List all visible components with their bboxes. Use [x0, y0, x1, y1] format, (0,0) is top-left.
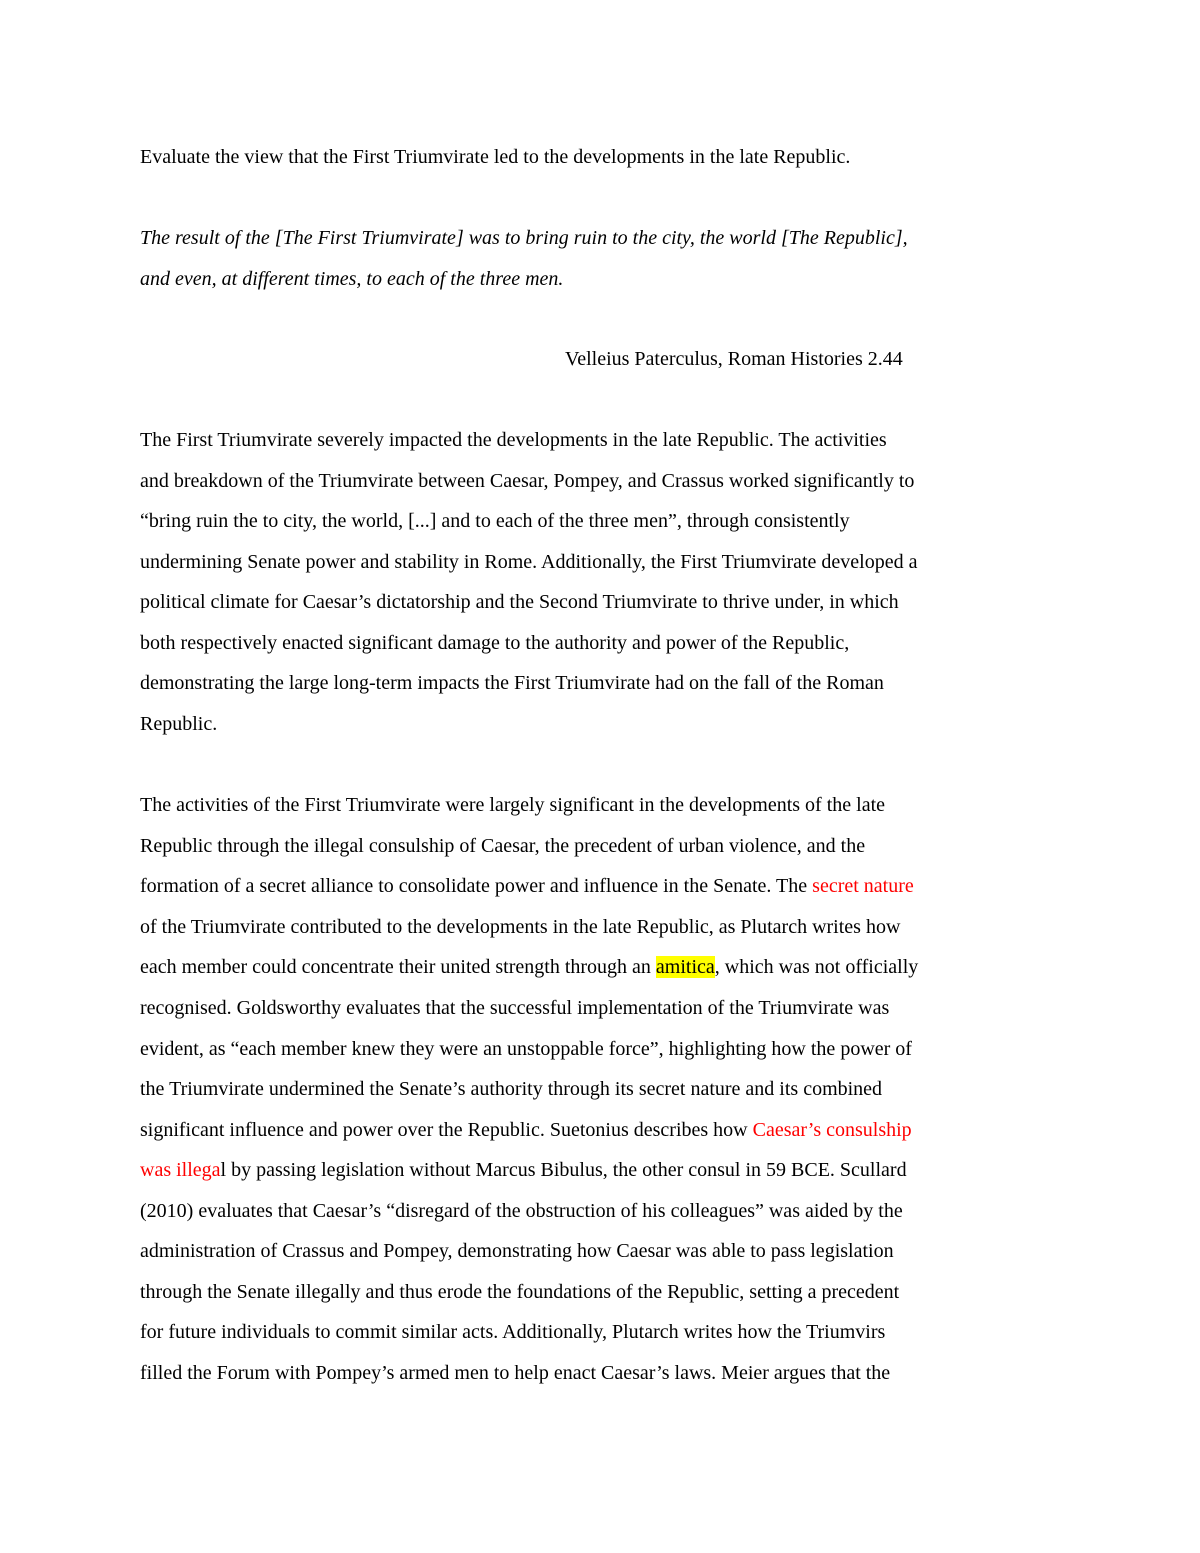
paragraph-line: and breakdown of the Triumvirate between Caesar, Pompey, and Crassus worked significantly to — [140, 470, 915, 492]
paragraph-line: undermining Senate power and stability in Rome. Additionally, the First Triumvirate developed a — [140, 551, 918, 573]
paragraph-line: for future individuals to commit similar acts. Additionally, Plutarch writes how the Triumvirs — [140, 1321, 886, 1343]
paragraph-line: recognised. Goldsworthy evaluates that the successful implementation of the Triumvirate was — [140, 997, 890, 1019]
paragraph-line: The First Triumvirate severely impacted the developments in the late Republic. The activities — [140, 429, 887, 451]
paragraph-line — [140, 955, 918, 979]
quote-line-2: and even, at different times, to each of the three men. — [140, 268, 564, 290]
red-marked-text: Caesar’s consulship — [752, 1119, 912, 1141]
paragraph-line — [140, 874, 914, 898]
paragraph-line: Republic. — [140, 713, 218, 735]
paragraph-line: both respectively enacted significant damage to the authority and power of the Republic, — [140, 632, 850, 654]
quote-attribution: Velleius Paterculus, Roman Histories 2.44 — [565, 348, 903, 370]
red-marked-text: secret nature — [812, 875, 914, 897]
paragraph-line: of the Triumvirate contributed to the developments in the late Republic, as Plutarch writes how — [140, 916, 901, 938]
paragraph-line: The activities of the First Triumvirate were largely significant in the developments of the late — [140, 794, 885, 816]
text-run: significant influence and power over the Republic. Suetonius describes how — [140, 1119, 753, 1141]
text-run: , which was not officially — [714, 956, 919, 978]
paragraph-line: (2010) evaluates that Caesar’s “disregard of the obstruction of his colleagues” was aided by the — [140, 1200, 903, 1222]
paragraph-line — [140, 1118, 912, 1142]
paragraph-line — [140, 1158, 907, 1182]
text-run: formation of a secret alliance to consolidate power and influence in the Senate. The — [140, 875, 813, 897]
paragraph-line: demonstrating the large long-term impacts the First Triumvirate had on the fall of the Roman — [140, 672, 884, 694]
paragraph-line: political climate for Caesar’s dictatorship and the Second Triumvirate to thrive under, in which — [140, 591, 899, 613]
paragraph-line: through the Senate illegally and thus erode the foundations of the Republic, setting a precedent — [140, 1281, 900, 1303]
text-run: l by passing legislation without Marcus Bibulus, the other consul in 59 BCE. Scullard — [220, 1159, 907, 1181]
highlighted-text: amitica — [655, 956, 715, 978]
paragraph-line: Republic through the illegal consulship of Caesar, the precedent of urban violence, and the — [140, 835, 866, 857]
red-marked-text: was illega — [140, 1159, 221, 1181]
paragraph-line: the Triumvirate undermined the Senate’s authority through its secret nature and its combined — [140, 1078, 883, 1100]
quote-line-1: The result of the [The First Triumvirate] was to bring ruin to the city, the world [The Republic], — [140, 227, 908, 249]
paragraph-line: evident, as “each member knew they were an unstoppable force”, highlighting how the power of — [140, 1038, 912, 1060]
text-run: each member could concentrate their united strength through an — [140, 956, 656, 978]
paragraph-line: “bring ruin the to city, the world, [...] and to each of the three men”, through consistently — [140, 510, 850, 532]
paragraph-line: filled the Forum with Pompey’s armed men to help enact Caesar’s laws. Meier argues that the — [140, 1362, 891, 1384]
essay-prompt: Evaluate the view that the First Triumvirate led to the developments in the late Republic. — [140, 146, 851, 168]
paragraph-line: administration of Crassus and Pompey, demonstrating how Caesar was able to pass legislation — [140, 1240, 894, 1262]
